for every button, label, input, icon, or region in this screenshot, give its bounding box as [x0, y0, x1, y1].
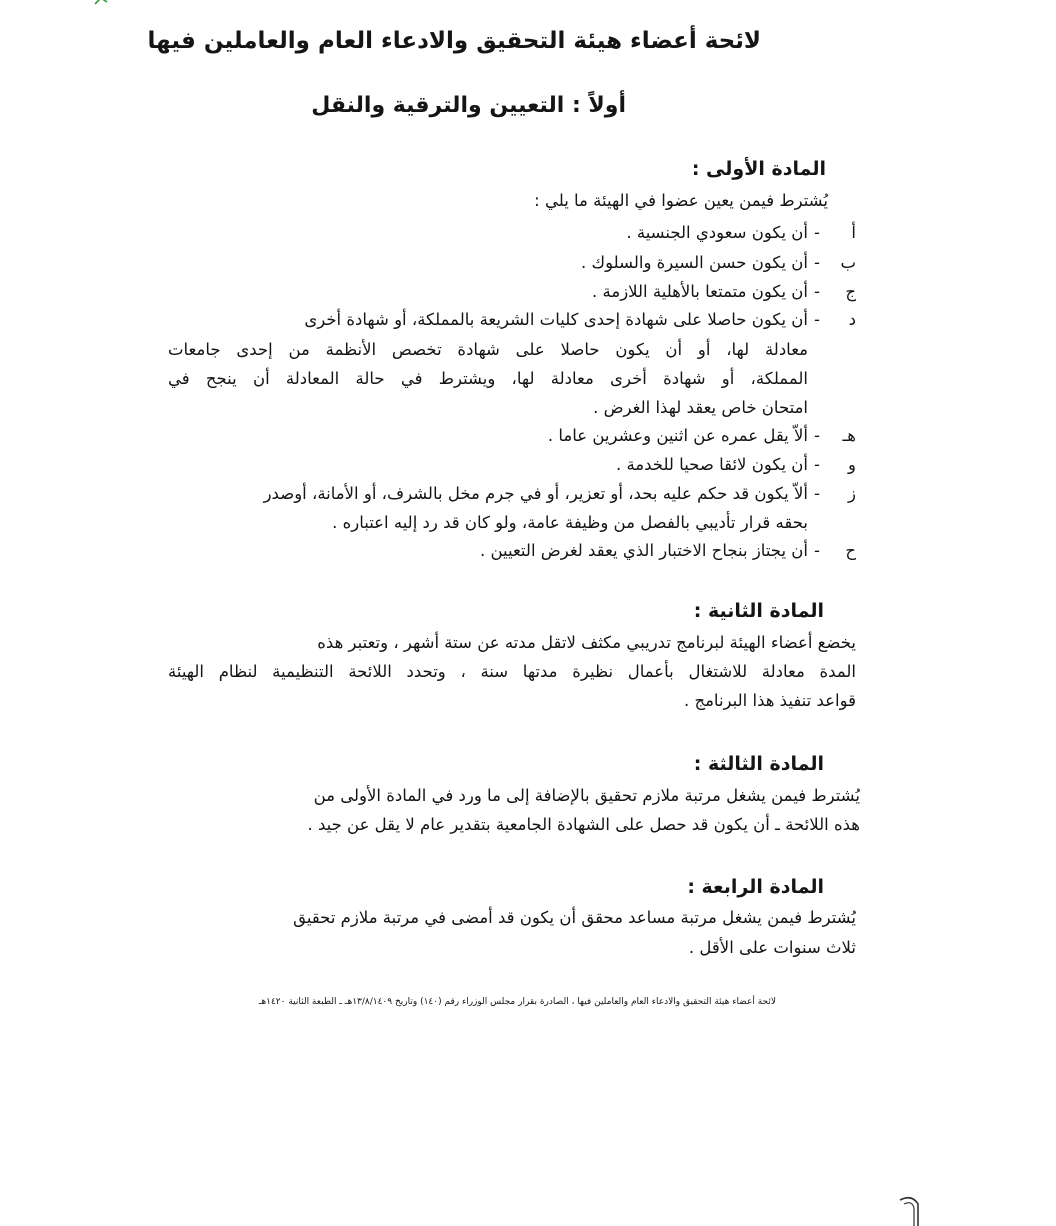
article-1-item-c	[592, 282, 856, 301]
item-text: أن يجتاز بنجاح الاختبار الذي يعقد لغرض التعيين .	[479, 541, 808, 560]
corner-check-mark-icon	[94, 0, 108, 8]
article-1-item-d-line-4: امتحان خاص يعقد لهذا الغرض .	[593, 398, 808, 417]
article-2-line-3: قواعد تنفيذ هذا البرنامج .	[683, 691, 856, 710]
item-dash: -	[814, 426, 820, 445]
item-marker: أ	[851, 223, 856, 242]
item-dash: -	[814, 310, 820, 329]
article-1-item-b	[581, 253, 856, 272]
item-text: أن يكون سعودي الجنسية .	[626, 223, 808, 242]
item-marker: ب	[840, 253, 856, 272]
article-1-item-d	[304, 310, 856, 329]
item-dash: -	[814, 223, 820, 242]
item-dash: -	[814, 484, 820, 503]
article-1-intro: يُشترط فيمن يعين عضوا في الهيئة ما يلي :	[534, 191, 828, 210]
page-curl-icon	[898, 1196, 924, 1226]
article-3-line-1: يُشترط فيمن يشغل مرتبة ملازم تحقيق بالإضافة إلى ما ورد في المادة الأولى من	[313, 786, 860, 805]
article-1-item-ha	[480, 541, 856, 560]
item-text: أن يكون متمتعا بالأهلية اللازمة .	[592, 282, 808, 301]
footnote: لائحة أعضاء هيئة التحقيق والادعاء العام والعاملين فيها ، الصادرة بقرار مجلس الوزراء رقم (١٤٠) وتاريخ ١٣/٨/١٤٠٩هـ ـ الطبعة الثانية ١٤٢٠هـ	[258, 997, 776, 1007]
item-marker: ح	[845, 541, 856, 560]
item-marker: ج	[845, 282, 856, 301]
item-marker: د	[848, 310, 856, 329]
article-3-heading: المادة الثالثة :	[693, 753, 824, 775]
item-text: أن يكون حسن السيرة والسلوك .	[581, 253, 808, 272]
item-marker: و	[848, 455, 856, 474]
article-2-line-2: المدة معادلة للاشتغال بأعمال نظيرة مدتها سنة ، وتحدد اللائحة التنظيمية لنظام الهيئة	[168, 662, 856, 681]
article-1-item-z	[264, 484, 856, 503]
section-title: أولاً : التعيين والترقية والنقل	[311, 93, 626, 118]
document-title: لائحة أعضاء هيئة التحقيق والادعاء العام والعاملين فيها	[147, 28, 761, 54]
article-4-line-2: ثلاث سنوات على الأقل .	[688, 938, 856, 957]
item-text: أن يكون لائقا صحيا للخدمة .	[615, 455, 808, 474]
item-marker: هـ	[842, 426, 856, 445]
item-text: أن يكون حاصلا على شهادة إحدى كليات الشريعة بالمملكة، أو شهادة أخرى	[304, 310, 808, 329]
article-1-item-a	[626, 223, 856, 242]
article-1-item-w	[616, 455, 856, 474]
article-1-item-d-line-2: معادلة لها، أو أن يكون حاصلا على شهادة تخصص الأنظمة من إحدى جامعات	[168, 340, 808, 359]
article-4-heading: المادة الرابعة :	[687, 876, 824, 898]
article-2-heading: المادة الثانية :	[693, 600, 824, 622]
item-text: ألاّ يقل عمره عن اثنين وعشرين عاما .	[547, 426, 808, 445]
item-dash: -	[814, 541, 820, 560]
article-1-item-z-line-2: بحقه قرار تأديبي بالفصل من وظيفة عامة، ولو كان قد رد إليه اعتباره .	[332, 513, 808, 532]
article-3-line-2: هذه اللائحة ـ أن يكون قد حصل على الشهادة الجامعية بتقدير عام لا يقل عن جيد .	[307, 815, 860, 834]
article-1-item-h	[548, 426, 856, 445]
article-4-line-1: يُشترط فيمن يشغل مرتبة مساعد محقق أن يكون قد أمضى في مرتبة ملازم تحقيق	[293, 908, 856, 927]
item-dash: -	[814, 282, 820, 301]
article-1-heading: المادة الأولى :	[691, 158, 826, 180]
item-marker: ز	[848, 484, 856, 503]
article-2-line-1: يخضع أعضاء الهيئة لبرنامج تدريبي مكثف لاتقل مدته عن ستة أشهر ، وتعتبر هذه	[317, 633, 856, 652]
item-dash: -	[814, 253, 820, 272]
article-1-item-d-line-3: المملكة، أو شهادة أخرى معادلة لها، ويشترط في حالة المعادلة أن ينجح في	[168, 369, 808, 388]
item-text: ألاّ يكون قد حكم عليه بحد، أو تعزير، أو في جرم مخل بالشرف، أو الأمانة، أوصدر	[263, 484, 808, 503]
item-dash: -	[814, 455, 820, 474]
